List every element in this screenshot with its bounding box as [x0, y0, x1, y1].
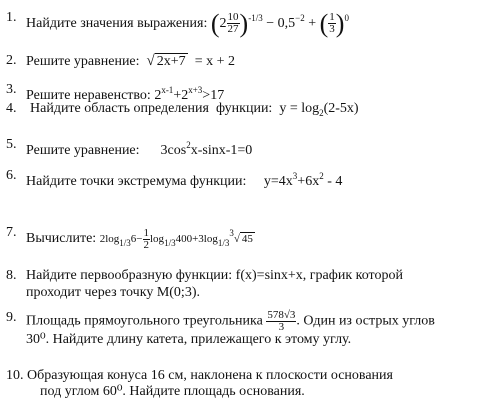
problem-number: 2. — [6, 53, 17, 68]
problem-number: 6. — [6, 168, 17, 183]
problem-number: 9. — [6, 310, 17, 325]
expression: (2 $\frac{10}{27}$ )$^{-1/3} - 0,5^{-2}$ + ( $\frac{1}{3}$ )$^0$ — [210, 8, 349, 38]
problem-number: 8. — [6, 268, 17, 283]
expression: $3\cos^2x-\sin x-1=0$ — [160, 140, 253, 158]
problem-number: 10. — [6, 368, 24, 383]
problem-number: 3. — [6, 82, 17, 97]
problem-text: 30⁰. Найдите длину катета, прилежащего к этому углу. — [26, 332, 352, 347]
problem-text: Найдите значения выражения: (2 $\frac{10}{27}$ )$^{-1/3} - 0,5^{-2}$ + ( $\frac{1}{3}$ )$^0$ — [26, 8, 349, 38]
problem-number: 4. — [6, 101, 17, 116]
problem-text: Найдите первообразную функции: f(x)=sinx+x, график которой — [26, 268, 403, 283]
problem-text: проходит через точку М(0;3). — [26, 285, 200, 300]
problem-text: Решите уравнение: $3\cos^2x-\sin x-1=0$ — [26, 140, 253, 158]
area-fraction: $\frac{578√3}{3}$ — [267, 309, 296, 333]
problem-number: 7. — [6, 225, 17, 240]
problem-text: под углом 60⁰. Найдите площадь основания. — [40, 384, 305, 399]
problem-number: 1. — [6, 10, 17, 25]
problem-text: Найдите точки экстремума функции: $y=4x^3+6x^2 - 4$ — [26, 171, 343, 189]
expression: $y=4x^3+6x^2 - 4$ — [263, 171, 343, 189]
problem-text: Решите уравнение: √ 2x+7 = x + 2 — [26, 53, 235, 69]
problem-text: Найдите область определения функции: $y = \log_2(2-5x)$ — [30, 101, 359, 118]
problem-text: Решите неравенство: $2^{x-1}+2^{x+3}>17$ — [26, 85, 225, 103]
expression: √ 2x+7 = x + 2 — [146, 53, 235, 69]
problem-text: Образующая конуса 16 см, наклонена к плоскости основания — [27, 368, 393, 383]
expression: $2^{x-1}+2^{x+3}>17$ — [154, 85, 225, 103]
problem-text: Площадь прямоугольного треугольника $\frac{578√3}{3}$ . Один из острых углов — [26, 309, 435, 333]
problem-text: Вычислите: $2\log_{1/3}6-$ $\frac{1}{2}$ $\log_{1/3}400+3\log_{1/3}^3√$ 45 — [26, 226, 253, 251]
expression: $2\log_{1/3}6-$ $\frac{1}{2}$ $\log_{1/3}400+3\log_{1/3}^3√$ 45 — [99, 226, 253, 251]
problem-number: 5. — [6, 137, 17, 152]
